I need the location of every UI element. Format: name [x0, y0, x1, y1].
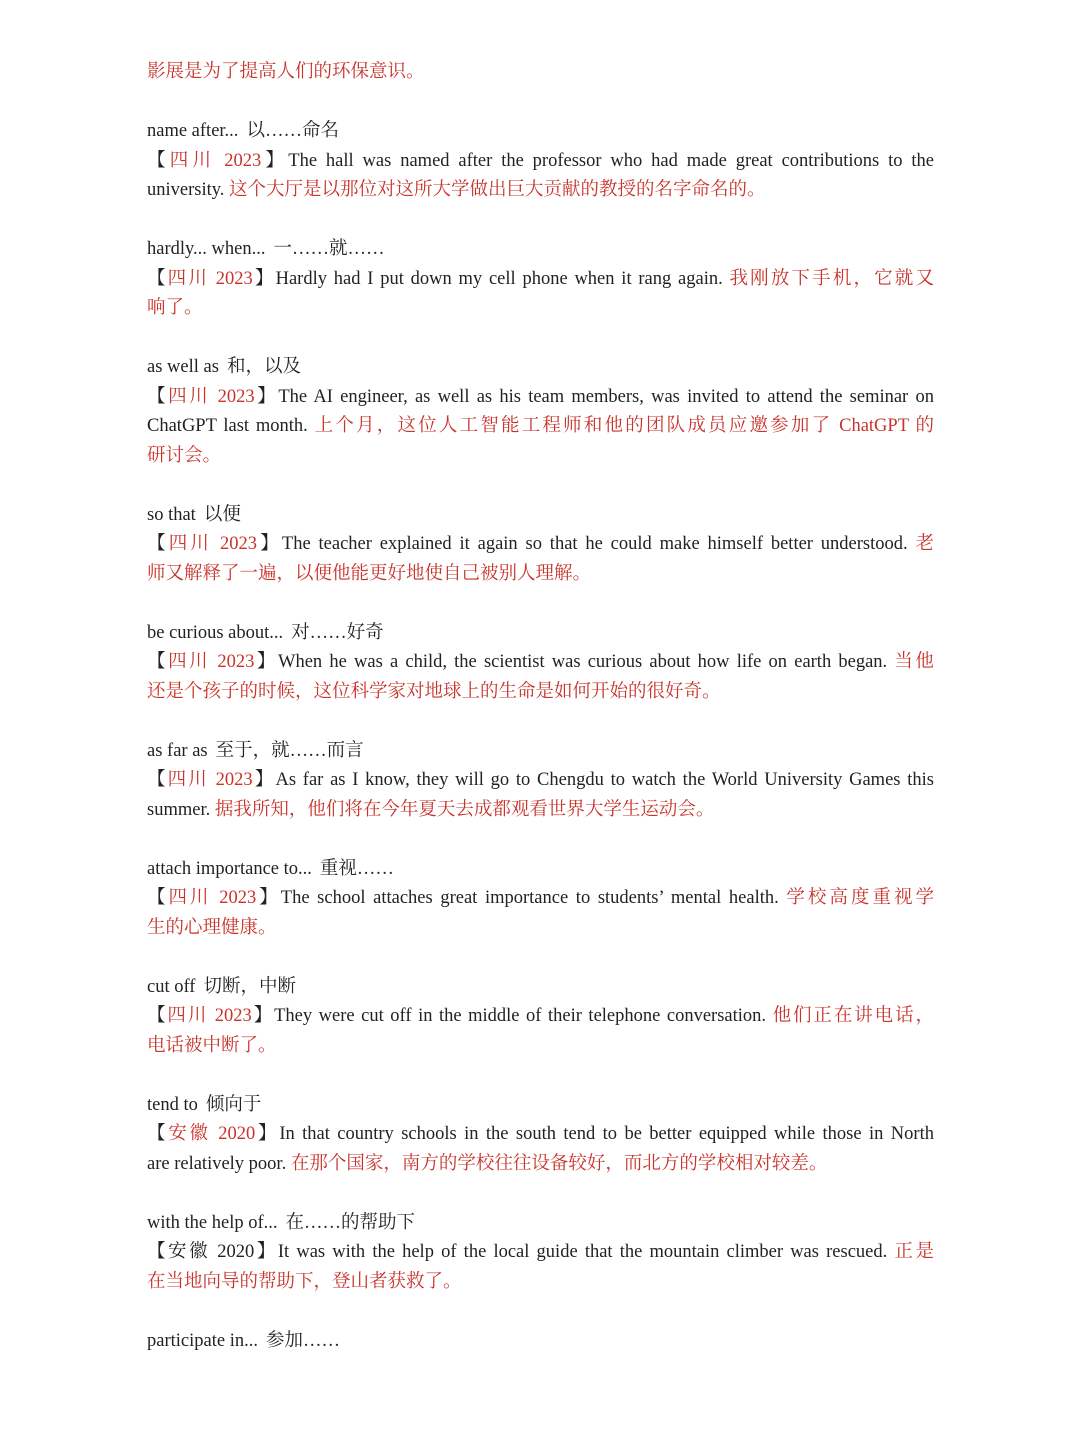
source-tag: 四川 2023	[169, 150, 262, 171]
example-line: 【四川 2023】The AI engineer, as well as his team members, was invited to attend the seminar on	[147, 386, 934, 407]
phrase: as well as	[147, 357, 219, 377]
source-tag: 四川 2023	[167, 268, 253, 289]
example-english: university.	[147, 180, 225, 200]
phrase-meaning: 对……好奇	[291, 622, 384, 643]
phrase-heading	[147, 737, 934, 767]
example-translation: 在当地向导的帮助下，登山者获救了。	[147, 1271, 462, 1292]
entry-attach-importance-to	[147, 855, 934, 944]
example-english: summer.	[147, 799, 211, 820]
example-translation: 研讨会。	[147, 445, 222, 466]
example-translation: 当他	[894, 652, 934, 672]
example-english: The teacher explained it again so that he could make himself better understood.	[281, 534, 908, 554]
entry-name-after	[147, 117, 934, 206]
example-line: 【安徽 2020】In that country schools in the south tend to be better equipped while those in North	[147, 1124, 934, 1144]
example-line	[147, 176, 934, 206]
example-translation: 他们正在讲电话，	[772, 1006, 934, 1026]
source-tag: 四川 2023	[167, 770, 253, 790]
phrase-meaning: 和，以及	[226, 357, 301, 377]
example-line: 【四川 2023】When he was a child, the scientist was curious about how life on earth began. 当他	[147, 652, 934, 672]
example-line	[147, 796, 934, 826]
phrase: participate in...	[147, 1330, 258, 1351]
phrase-heading	[147, 1091, 934, 1121]
example-line: 【四川 2023】The school attaches great importance to students’ mental health. 学校高度重视学	[147, 888, 934, 908]
entry-tend-to	[147, 1091, 934, 1180]
example-line: 【四川 2023】The teacher explained it again so that he could make himself better understood. 老	[147, 534, 934, 554]
entry-as-well-as	[147, 353, 934, 471]
entry-with-the-help-of	[147, 1209, 934, 1298]
example-line: 【安徽 2020】It was with the help of the local guide that the mountain climber was rescued. 正是	[147, 1242, 934, 1262]
example-english: The hall was named after the professor who had made great contributions to the	[288, 150, 934, 171]
phrase-heading	[147, 117, 934, 147]
entry-be-curious-about	[147, 619, 934, 708]
phrase-meaning: 一……就……	[273, 239, 385, 259]
example-english: It was with the help of the local guide that the mountain climber was rescued.	[277, 1242, 888, 1262]
entry-as-far-as	[147, 737, 934, 826]
example-translation: 电话被中断了。	[147, 1035, 277, 1056]
example-translation: 师又解释了一遍，以便他能更好地使自己被别人理解。	[147, 563, 592, 584]
document-page	[147, 58, 934, 1356]
entry-cut-off	[147, 973, 934, 1062]
source-tag: 四川 2023	[168, 888, 257, 908]
phrase-heading	[147, 1209, 934, 1239]
example-english: They were cut off in the middle of their telephone conversation.	[274, 1006, 767, 1026]
phrase: be curious about...	[147, 622, 284, 643]
example-english: The AI engineer, as well as his team members, was invited to attend the seminar on	[278, 386, 934, 407]
example-line: 【四川 2023】They were cut off in the middle of their telephone conversation. 他们正在讲电话，	[147, 1006, 934, 1026]
phrase-heading	[147, 973, 934, 1003]
example-line: 【四川 2023】As far as I know, they will go to Chengdu to watch the World University Games this	[147, 770, 934, 790]
source-tag: 安徽 2020	[168, 1124, 256, 1144]
example-translation: 学校高度重视学	[786, 888, 934, 908]
phrase-meaning: 至于，就……而言	[215, 740, 364, 761]
phrase-meaning: 重视……	[319, 858, 394, 879]
intro-translation: 影展是为了提高人们的环保意识。	[147, 62, 425, 82]
phrase: attach importance to...	[147, 858, 312, 879]
example-english: As far as I know, they will go to Chengdu to watch the World University Games this	[275, 770, 934, 790]
phrase-meaning: 切断，中断	[203, 976, 296, 997]
example-translation: 响了。	[147, 298, 203, 318]
example-translation: 我刚放下手机，它就又	[729, 268, 934, 289]
example-english: are relatively poor.	[147, 1153, 287, 1174]
phrase: tend to	[147, 1094, 198, 1115]
source-tag: 四川 2023	[168, 652, 255, 672]
phrase-heading	[147, 501, 934, 531]
source-tag: 四川 2023	[168, 386, 255, 407]
phrase-meaning: 以……命名	[246, 121, 339, 141]
example-english: In that country schools in the south tend to be better equipped while those in North	[279, 1124, 934, 1144]
example-translation: 生的心理健康。	[147, 917, 277, 938]
phrase-meaning: 以便	[203, 504, 241, 525]
example-english: ChatGPT last month.	[147, 416, 308, 436]
phrase-meaning: 倾向于	[205, 1094, 262, 1115]
phrase-heading	[147, 619, 934, 649]
example-line: 【四川 2023】Hardly had I put down my cell phone when it rang again. 我刚放下手机，它就又	[147, 268, 934, 289]
source-tag: 四川 2023	[168, 534, 257, 554]
phrase: with the help of...	[147, 1212, 278, 1233]
phrase: cut off	[147, 976, 196, 997]
example-line: 【四川 2023】The hall was named after the professor who had made great contributions to the	[147, 150, 934, 171]
phrase-meaning: 参加……	[265, 1330, 340, 1351]
phrase: so that	[147, 504, 196, 525]
phrase-heading	[147, 1327, 934, 1357]
example-translation: 据我所知，他们将在今年夏天去成都观看世界大学生运动会。	[214, 799, 715, 820]
phrase-heading	[147, 353, 934, 383]
example-translation: 正是	[894, 1242, 934, 1262]
phrase: name after...	[147, 121, 239, 141]
example-translation: 还是个孩子的时候，这位科学家对地球上的生命是如何开始的很好奇。	[147, 681, 721, 702]
phrase-heading	[147, 855, 934, 885]
example-line	[147, 412, 934, 442]
example-line	[147, 1150, 934, 1180]
example-translation: 这个大厅是以那位对这所大学做出巨大贡献的教授的名字命名的。	[229, 180, 766, 200]
example-translation: 老	[915, 534, 934, 554]
example-english: Hardly had I put down my cell phone when it rang again.	[275, 268, 723, 289]
phrase: hardly... when...	[147, 239, 266, 259]
source-tag: 安徽 2020	[168, 1242, 255, 1262]
example-english: The school attaches great importance to students’ mental health.	[280, 888, 779, 908]
entry-participate-in	[147, 1327, 934, 1357]
example-translation: 上个月，这位人工智能工程师和他的团队成员应邀参加了 ChatGPT 的	[314, 416, 935, 436]
example-english: When he was a child, the scientist was curious about how life on earth began.	[278, 652, 888, 672]
entry-so-that	[147, 501, 934, 590]
phrase-meaning: 在……的帮助下	[285, 1212, 416, 1233]
source-tag: 四川 2023	[167, 1006, 252, 1026]
entry-hardly-when	[147, 235, 934, 324]
example-translation: 在那个国家，南方的学校往往设备较好，而北方的学校相对较差。	[290, 1153, 828, 1174]
phrase: as far as	[147, 740, 208, 761]
phrase-heading	[147, 235, 934, 265]
